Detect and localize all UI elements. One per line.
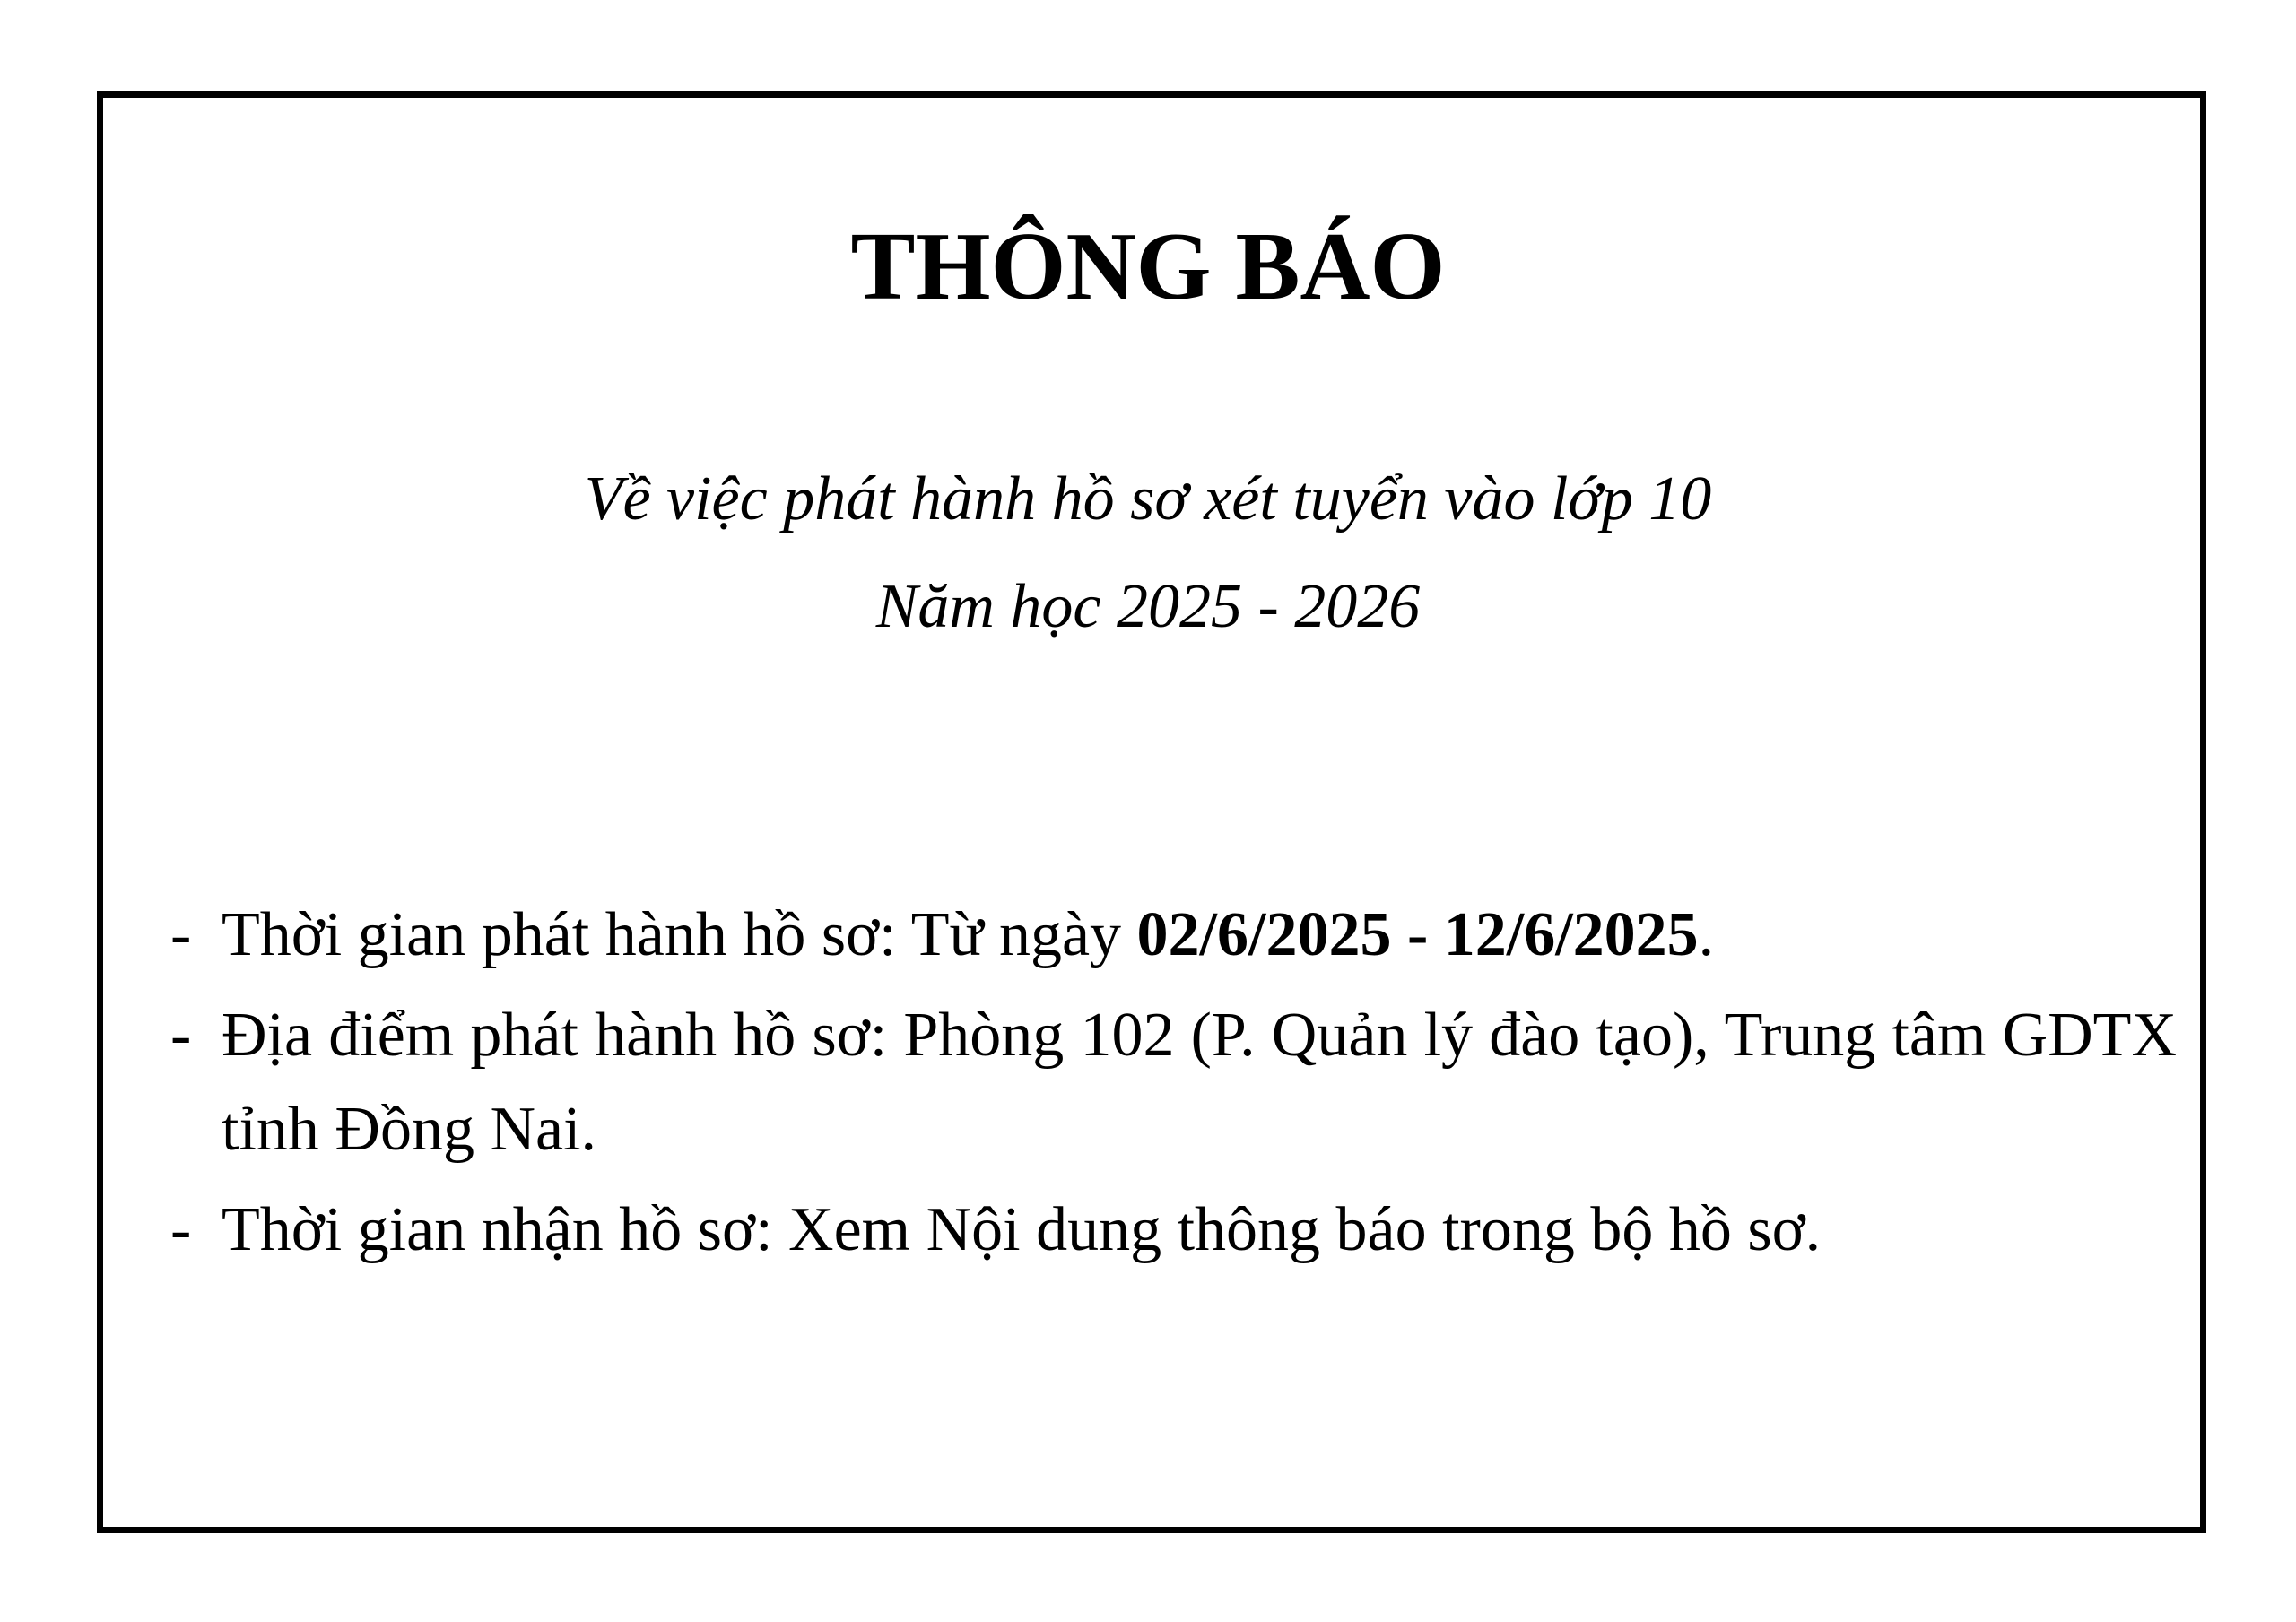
list-item-release-time [170, 888, 2177, 982]
notice-subtitle: Về việc phát hành hồ sơ xét tuyển vào lớp 10 [584, 464, 1712, 533]
release-date-range: 02/6/2025 - 12/6/2025 [1136, 900, 1699, 969]
list-item-release-location [170, 988, 2177, 1176]
notice-content [170, 888, 2177, 1283]
release-time-label: Thời gian phát hành hồ sơ: Từ ngày [222, 900, 1137, 969]
release-location-text: Địa điểm phát hành hồ sơ: Phòng 102 (P. Quản lý đào tạo), Trung tâm GDTX tỉnh Đồng Nai. [222, 1001, 2177, 1164]
notice-title: THÔNG BÁO [850, 213, 1446, 320]
list-item-receive-time [170, 1183, 2177, 1277]
school-year: Năm học 2025 - 2026 [875, 572, 1421, 641]
release-time-suffix: . [1698, 900, 1715, 969]
bullet-dash: - [170, 900, 192, 969]
bullet-dash: - [170, 1001, 192, 1070]
receive-time-text: Thời gian nhận hồ sơ: Xem Nội dung thông báo trong bộ hồ sơ. [222, 1195, 1822, 1264]
bullet-dash: - [170, 1195, 192, 1264]
